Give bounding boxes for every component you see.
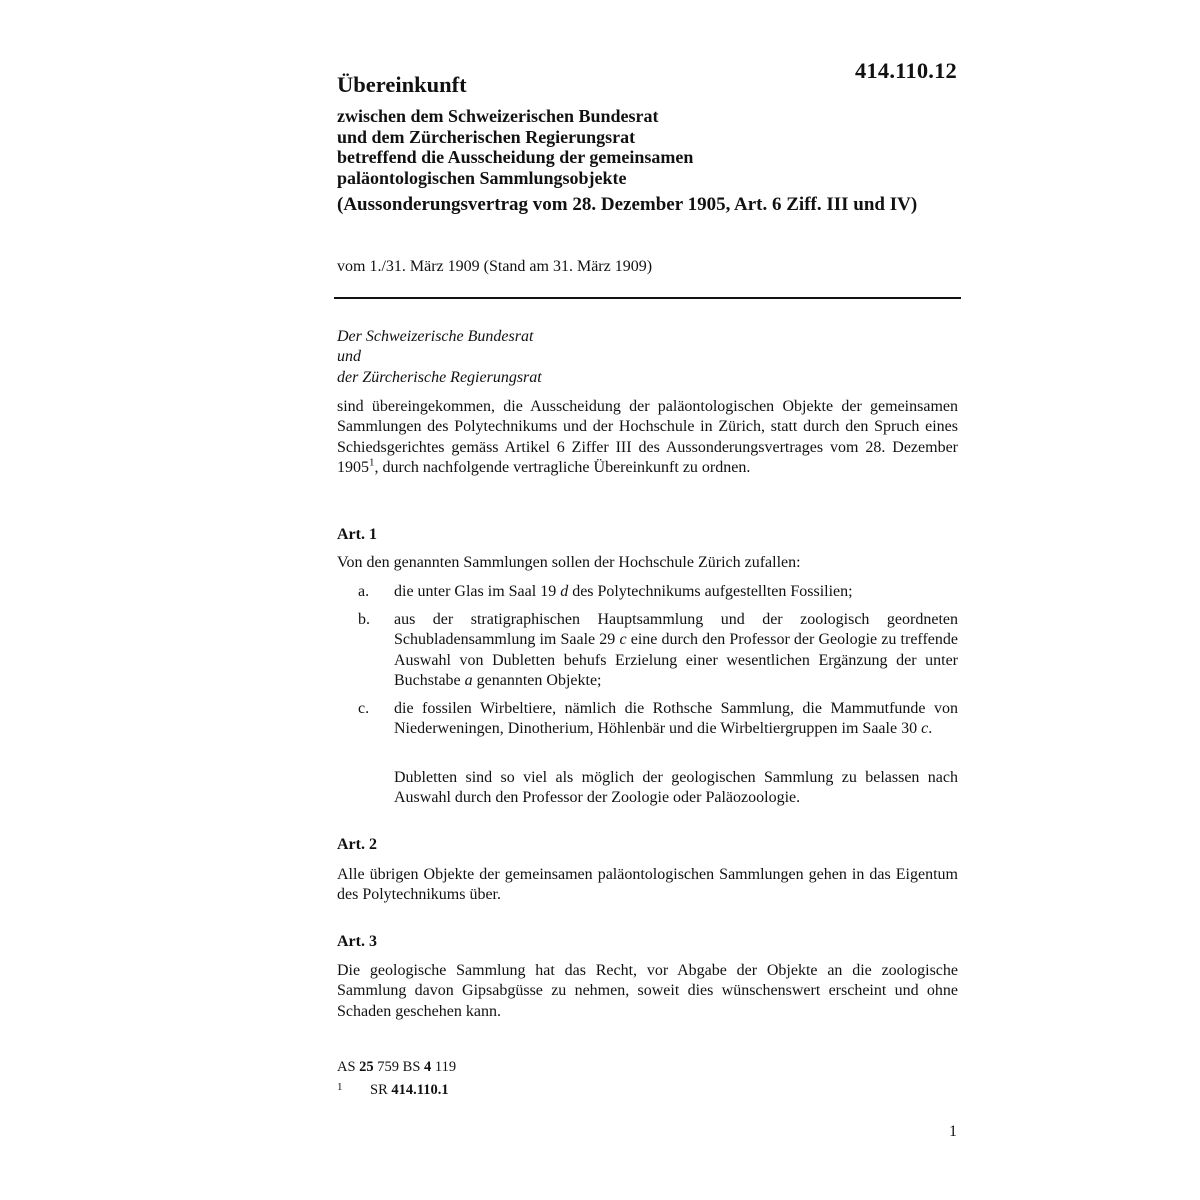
document-subtitle — [337, 106, 977, 188]
list-letter: c. — [358, 700, 370, 717]
bs-label: BS — [402, 1059, 421, 1075]
preamble-text-end: , durch nachfolgende vertragliche Übereinkunft zu ordnen. — [374, 459, 751, 477]
list-note-text: Dubletten sind so viel als möglich der geologischen Sammlung zu belassen nach Auswahl durch den Professor der Zoologie oder Paläozoologie. — [394, 769, 958, 807]
page-number: 1 — [949, 1123, 957, 1140]
list-text-part: eine durch den Professor der Geologie zu treffende Auswahl von Dubletten behufs Erzielung einer wesentlichen Ergänzung der unter Buchstabe — [394, 631, 958, 690]
room-letter: c — [921, 720, 929, 738]
document-title: Übereinkunft — [337, 72, 467, 97]
party-line: der Zürcherische Regierungsrat — [337, 368, 542, 386]
footnote-ref-link[interactable]: 1 — [369, 456, 375, 469]
list-text-part: die fossilen Wirbeltiere, nämlich die Rothsche Sammlung, die Mammutfunde von Niederweningen, Dinotherium, Höhlenbär und die Wirbeltiergruppen im Saale 30 — [394, 700, 958, 738]
list-text-part: genannten Objekte; — [472, 672, 602, 690]
party-line: Der Schweizerische Bundesrat — [337, 328, 534, 345]
date-line: vom 1./31. März 1909 (Stand am 31. März 1909) — [337, 258, 653, 275]
list-item-text — [394, 610, 958, 692]
subtitle-line: zwischen dem Schweizerischen Bundesrat — [337, 106, 659, 126]
footnotes — [337, 1057, 456, 1100]
list-text-part: aus der stratigraphischen Hauptsammlung und der zoologisch geordneten Schubladensammlung im Saale 29 — [394, 611, 958, 649]
bs-page: 119 — [434, 1059, 457, 1075]
sr-number: 414.110.12 — [854, 58, 957, 83]
item-reference-letter: a — [464, 672, 473, 690]
list-item-text — [394, 699, 958, 740]
footnote-mark: 1 — [337, 1081, 343, 1093]
as-volume: 25 — [359, 1059, 374, 1075]
list-text-part: die unter Glas im Saal 19 — [394, 583, 561, 600]
article-1-intro: Von den genannten Sammlungen sollen der Hochschule Zürich zufallen: — [337, 554, 801, 571]
list-text-part: des Polytechnikums aufgestellten Fossilien; — [568, 583, 853, 600]
list-item-text — [394, 582, 958, 602]
list-letter: a. — [358, 583, 370, 600]
party-conjunction: und — [337, 348, 361, 366]
footnote-1 — [337, 1077, 456, 1100]
article-3-heading: Art. 3 — [337, 933, 377, 950]
list-letter: b. — [358, 611, 370, 628]
article-2-text: Alle übrigen Objekte der gemeinsamen paläontologischen Sammlungen gehen in das Eigentum des Polytechnikums über. — [337, 866, 958, 904]
as-label: AS — [337, 1059, 356, 1075]
subtitle-line: paläontologischen Sammlungsobjekte — [337, 167, 627, 188]
list-text-part: . — [928, 720, 933, 738]
subtitle-parenthetical: (Aussonderungsvertrag vom 28. Dezember 1905, Art. 6 Ziff. III und IV) — [337, 194, 918, 215]
preamble-text: sind übereingekommen, die Ausscheidung der paläontologischen Objekte der gemeinsamen Sammlungen des Polytechnikums und der Hochschule in Zürich, statt durch den Spruch eines Schiedsgerichtes gemäss Artikel 6 Ziffer III des Aussonderungsvertrages vom 28. Dezember 1905 — [337, 398, 958, 477]
header-divider — [334, 297, 961, 299]
article-1-heading: Art. 1 — [337, 526, 377, 543]
footnote-sr-link[interactable]: 414.110.1 — [391, 1082, 449, 1098]
preamble-paragraph — [337, 397, 958, 479]
subtitle-line: und dem Zürcherischen Regierungsrat — [337, 126, 636, 147]
contracting-parties — [337, 327, 958, 388]
subtitle-line: betreffend die Ausscheidung der gemeinsamen — [337, 147, 694, 167]
room-letter: d — [560, 583, 569, 600]
article-3-text: Die geologische Sammlung hat das Recht, vor Abgabe der Objekte an die zoologische Sammlung davon Gipsabgüsse zu nehmen, soweit dies wünschenswert erscheint und ohne Schaden geschehen kann. — [337, 962, 958, 1020]
footnote-label: SR — [370, 1082, 388, 1098]
room-letter: c — [619, 631, 627, 649]
as-page: 759 — [377, 1059, 400, 1075]
bs-volume: 4 — [424, 1059, 432, 1075]
article-2-heading: Art. 2 — [337, 836, 377, 853]
source-reference — [337, 1057, 456, 1077]
